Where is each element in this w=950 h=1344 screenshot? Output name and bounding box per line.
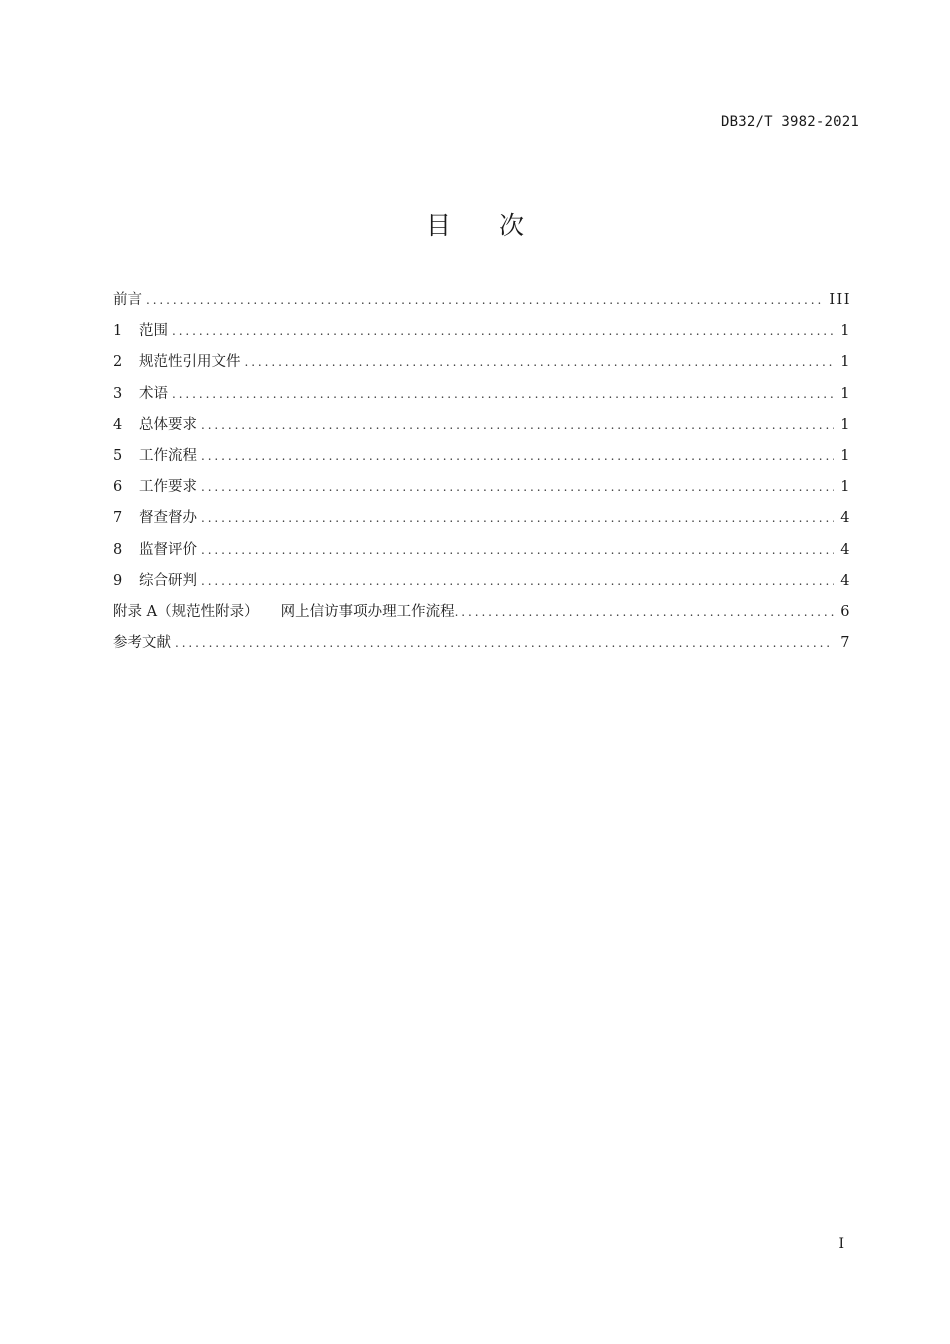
toc-entry-general-requirements[interactable] [113, 410, 851, 441]
toc-entry-foreword[interactable] [113, 285, 851, 316]
toc-entry-label: 工作要求 [139, 479, 197, 496]
toc-entry-terms[interactable] [113, 379, 851, 410]
toc-entry-evaluation[interactable] [113, 535, 851, 566]
toc-entry-bibliography[interactable] [113, 628, 851, 659]
toc-entry-page: 6 [840, 603, 851, 620]
toc-entry-page: 1 [840, 447, 851, 464]
toc-entry-workflow[interactable] [113, 441, 851, 472]
toc-entry-page: 4 [840, 510, 851, 527]
toc-entry-page: 4 [840, 541, 851, 558]
toc-title: 目次 [425, 211, 572, 240]
toc-entry-analysis[interactable] [113, 566, 851, 597]
toc-entry-label: 参考文献 [113, 635, 171, 652]
toc-dot-leader [175, 628, 834, 659]
toc-entry-page: 7 [840, 635, 851, 652]
toc-dot-leader [201, 472, 834, 503]
toc-entry-label: 附录 A（规范性附录） [113, 603, 259, 620]
toc-dot-leader [172, 379, 834, 410]
toc-entry-label: 工作流程 [139, 447, 197, 464]
toc-entry-label: 前言 [113, 292, 142, 308]
toc-entry-number: 3 [113, 385, 123, 402]
toc-entry-label: 术语 [139, 385, 168, 402]
toc-entry-page: 1 [840, 479, 851, 496]
toc-entry-scope[interactable] [113, 316, 851, 347]
toc-dot-leader [201, 566, 834, 597]
toc-dot-leader [201, 535, 834, 566]
toc-dot-leader [201, 503, 834, 534]
toc-entry-number: 7 [113, 510, 123, 527]
toc-entry-number: 9 [113, 572, 123, 589]
page-number: I [838, 1236, 844, 1252]
toc-entry-page: 1 [840, 385, 851, 402]
toc-dot-leader [146, 285, 823, 316]
toc-entry-page: 1 [840, 416, 851, 433]
toc-entry-work-requirements[interactable] [113, 472, 851, 503]
toc-dot-leader [201, 410, 834, 441]
table-of-contents [113, 285, 851, 659]
toc-entry-label: 规范性引用文件 [139, 354, 241, 371]
toc-entry-number: 8 [113, 541, 123, 558]
toc-entry-page: 4 [840, 572, 851, 589]
toc-entry-appendix-a[interactable] [113, 597, 851, 628]
toc-entry-supervision[interactable] [113, 503, 851, 534]
document-code: DB32/T 3982-2021 [720, 114, 859, 130]
toc-dot-leader [245, 347, 835, 378]
toc-entry-number: 6 [113, 479, 123, 496]
toc-entry-number: 1 [113, 323, 123, 340]
toc-entry-label: 督查督办 [139, 510, 197, 527]
toc-entry-normative-references[interactable] [113, 347, 851, 378]
toc-entry-number: 4 [113, 416, 123, 433]
toc-entry-label: 综合研判 [139, 572, 197, 589]
toc-entry-page: III [829, 292, 851, 308]
toc-entry-page: 1 [840, 354, 851, 371]
toc-entry-label: 范围 [139, 323, 168, 340]
toc-entry-label: 监督评价 [139, 541, 197, 558]
toc-entry-number: 5 [113, 447, 123, 464]
toc-entry-number: 2 [113, 354, 123, 371]
toc-dot-leader [455, 597, 835, 628]
toc-dot-leader [201, 441, 834, 472]
toc-dot-leader [172, 316, 834, 347]
toc-entry-sublabel: 网上信访事项办理工作流程 [280, 603, 455, 620]
toc-entry-page: 1 [840, 323, 851, 340]
toc-entry-label: 总体要求 [139, 416, 197, 433]
